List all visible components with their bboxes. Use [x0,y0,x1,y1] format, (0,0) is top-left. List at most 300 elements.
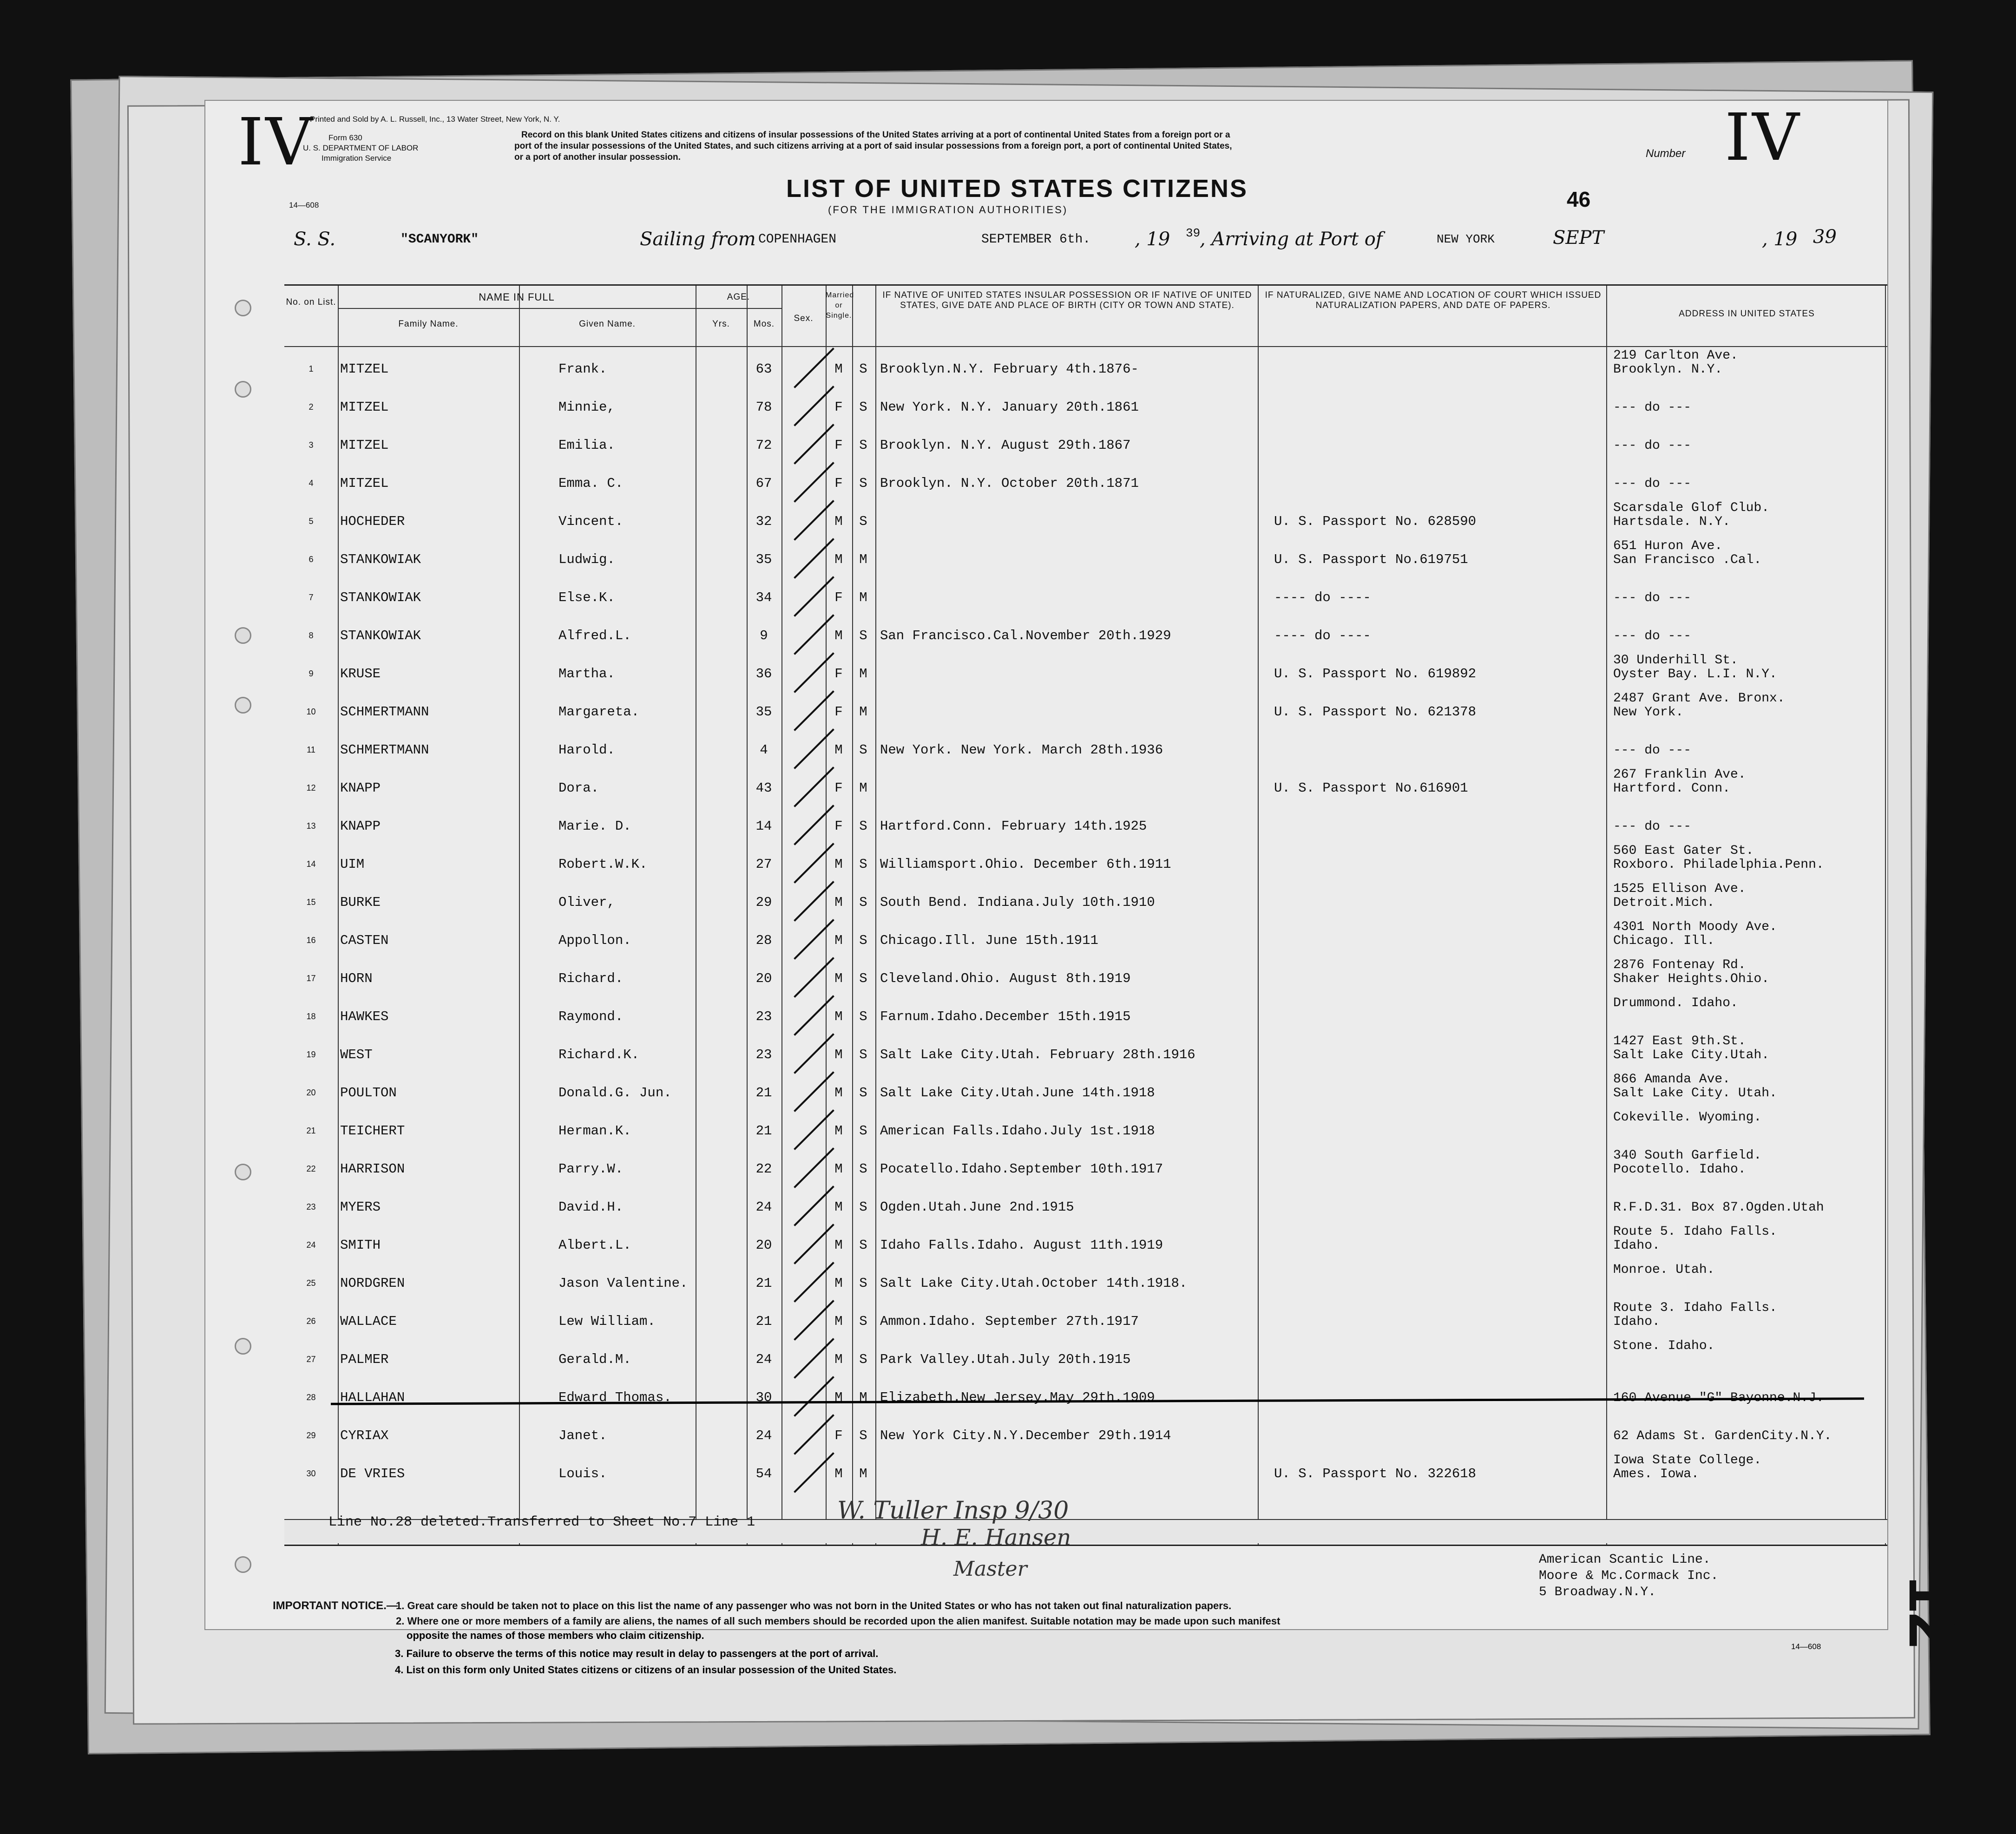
arrival-month: SEPT [1553,227,1604,249]
row-number: 9 [309,669,314,678]
age-years: 34 [755,590,772,605]
age-years: 20 [755,971,772,986]
table-row [284,1453,1887,1498]
master-label: Master [953,1557,1027,1581]
inspector-signature: W. Tuller Insp 9/30 [837,1497,1069,1525]
marital-status: M [859,1466,867,1481]
birth-place-date: Williamsport.Ohio. December 6th.1911 [880,857,1171,872]
age-years: 23 [755,1009,772,1024]
birth-place-date: New York City.N.Y.December 29th.1914 [880,1428,1171,1443]
marital-status: S [859,476,867,491]
family-name: HORN [340,971,373,986]
age-years: 21 [755,1085,772,1100]
family-name: WALLACE [340,1314,397,1329]
address-line-2: Shaker Heights.Ohio. [1613,972,1770,986]
sex: F [834,476,843,491]
birth-place-date: Farnum.Idaho.December 15th.1915 [880,1009,1131,1024]
sex: M [834,361,843,377]
address-line-1: 651 Huron Ave. [1613,539,1723,553]
marital-status: S [859,1352,867,1367]
line-company: American Scantic Line. [1539,1552,1711,1567]
family-name: MITZEL [340,361,389,377]
address-line-2: Pocotello. Idaho. [1613,1162,1746,1177]
naturalization: U. S. Passport No.619751 [1274,552,1468,567]
sex: F [834,780,843,796]
sex: M [834,1047,843,1062]
marital-status: S [859,438,867,453]
age-years: 29 [755,895,772,910]
naturalization: U. S. Passport No. 628590 [1274,514,1477,529]
family-name: BURKE [340,895,381,910]
family-name: HARRISON [340,1161,405,1177]
row-number: 23 [306,1202,316,1212]
row-number: 29 [306,1431,316,1440]
table-row [284,434,1887,469]
marital-status: M [859,780,867,796]
table-row [284,767,1887,812]
table-row [284,539,1887,583]
given-name: Emma. C. [558,476,624,491]
birth-place-date: New York. N.Y. January 20th.1861 [880,400,1139,415]
given-name: Jason Valentine. [558,1276,688,1291]
family-name: CASTEN [340,933,389,948]
family-name: KNAPP [340,780,381,796]
address-line-2: --- do --- [1613,477,1692,491]
binder-hole [235,627,251,644]
department-label: U. S. DEPARTMENT OF LABOR [303,144,419,152]
given-name: David.H. [558,1199,624,1215]
notice-item-2b: opposite the names of those members who claim citizenship. [407,1630,704,1641]
address-line-2: --- do --- [1613,591,1692,605]
family-name: SMITH [340,1238,381,1253]
marital-status: S [859,1199,867,1215]
col-header-given: Given Name. [579,319,636,329]
birth-place-date: Salt Lake City.Utah. February 28th.1916 [880,1047,1195,1062]
address-line-2: New York. [1613,705,1684,720]
family-name: STANKOWIAK [340,590,421,605]
birth-place-date: Pocatello.Idaho.September 10th.1917 [880,1161,1163,1177]
row-number: 20 [306,1088,316,1097]
address-line-1: 340 South Garfield. [1613,1148,1762,1163]
form-code: 14—608 [289,201,319,210]
birth-place-date: American Falls.Idaho.July 1st.1918 [880,1123,1155,1139]
row-number: 18 [306,1012,316,1021]
passenger-table [284,284,1887,1546]
year-prefix-2: , 19 [1762,229,1798,250]
address-line-2: San Francisco .Cal. [1613,553,1762,567]
address-line-2: --- do --- [1613,439,1692,453]
manifest-sheet [204,100,1888,1630]
row-number: 22 [306,1164,316,1173]
birth-place-date: Cleveland.Ohio. August 8th.1919 [880,971,1131,986]
table-row [284,1386,1887,1421]
given-name: Edward Thomas. [558,1390,672,1405]
marital-status: S [859,1161,867,1177]
given-name: Emilia. [558,438,615,453]
sex: M [834,895,843,910]
age-years: 78 [755,400,772,415]
address-line-1: Scarsdale Glof Club. [1613,501,1770,515]
notice-item-4: 4. List on this form only United States citizens or citizens of an insular possession of the United States. [395,1664,897,1676]
birth-place-date: Salt Lake City.Utah.October 14th.1918. [880,1276,1188,1291]
age-years: 14 [755,819,772,834]
sex: M [834,514,843,529]
age-years: 24 [755,1199,772,1215]
row-number: 15 [306,897,316,907]
address-line-2: Idaho. [1613,1315,1660,1329]
age-years: 36 [755,666,772,681]
address-line-1: Route 5. Idaho Falls. [1613,1225,1777,1239]
given-name: Gerald.M. [558,1352,631,1367]
col-header-address: ADDRESS IN UNITED STATES [1679,309,1815,319]
sex: M [834,1199,843,1215]
age-years: 72 [755,438,772,453]
sex: F [834,666,843,681]
family-name: SCHMERTMANN [340,704,429,720]
family-name: DE VRIES [340,1466,405,1481]
address-line-2: Detroit.Mich. [1613,896,1715,910]
family-name: UIM [340,857,365,872]
number-value: IV [1725,100,1801,176]
given-name: Frank. [558,361,607,377]
given-name: Richard. [558,971,624,986]
age-years: 21 [755,1123,772,1139]
given-name: Minnie, [558,400,615,415]
port-to: NEW YORK [1437,232,1495,246]
row-number: 4 [309,478,314,488]
sex: M [834,971,843,986]
age-years: 27 [755,857,772,872]
record-notice-line-3: or a port of another insular possession. [514,152,681,162]
naturalization: U. S. Passport No.616901 [1274,780,1468,796]
birth-place-date: Hartford.Conn. February 14th.1925 [880,819,1147,834]
given-name: Else.K. [558,590,615,605]
sex: F [834,590,843,605]
address-line-1: Iowa State College. [1613,1453,1762,1467]
sex: F [834,400,843,415]
sail-year: 39 [1186,226,1201,240]
age-years: 35 [755,704,772,720]
marital-status: S [859,514,867,529]
row-number: 25 [306,1278,316,1288]
binder-hole [235,1164,251,1180]
col-header-birth: IF NATIVE OF UNITED STATES INSULAR POSSESSION OR IF NATIVE OF UNITED STATES, GIVE DATE AND PLACE OF BIRTH (CITY OR TOWN AND STATE). [882,290,1252,310]
naturalization: U. S. Passport No. 619892 [1274,666,1477,681]
marital-status: S [859,971,867,986]
sheet-number: 46 [1567,187,1591,211]
address-line-1: 267 Franklin Ave. [1613,767,1746,782]
age-years: 43 [755,780,772,796]
address-line-2: Roxboro. Philadelphia.Penn. [1613,858,1824,872]
roman-numeral-left: IV [238,105,315,180]
table-row [284,691,1887,736]
row-number: 1 [309,364,314,373]
row-number: 11 [307,745,315,754]
row-number: 10 [306,707,316,716]
family-name: STANKOWIAK [340,552,421,567]
marital-status: M [859,704,867,720]
marital-status: S [859,1085,867,1100]
sex: M [834,552,843,567]
age-years: 32 [755,514,772,529]
sex: F [834,704,843,720]
sex: M [834,628,843,643]
table-row [284,586,1887,622]
given-name: Margareta. [558,704,640,720]
printer-line: Printed and Sold by A. L. Russell, Inc., 13 Water Street, New York, N. Y. [310,115,560,124]
row-number: 6 [309,555,314,564]
birth-place-date: Elizabeth.New Jersey.May 29th.1909 [880,1390,1155,1405]
sex: M [834,1238,843,1253]
age-years: 30 [755,1390,772,1405]
age-years: 24 [755,1352,772,1367]
sex: F [834,438,843,453]
col-header-age: AGE. [727,292,750,302]
sex: M [834,1161,843,1177]
family-name: KRUSE [340,666,381,681]
address-line-2: Salt Lake City.Utah. [1613,1048,1770,1062]
page-subtitle: (FOR THE IMMIGRATION AUTHORITIES) [828,204,1068,216]
age-years: 23 [755,1047,772,1062]
address-line-2: 62 Adams St. GardenCity.N.Y. [1613,1429,1832,1443]
address-line-1: 30 Underhill St. [1613,653,1738,668]
address-line-1: 2876 Fontenay Rd. [1613,958,1746,972]
sail-date: SEPTEMBER 6th. [981,232,1091,247]
given-name: Martha. [558,666,615,681]
birth-place-date: Park Valley.Utah.July 20th.1915 [880,1352,1131,1367]
form-number: Form 630 [328,133,362,142]
naturalization: ---- do ---- [1274,590,1371,605]
marital-status: S [859,628,867,643]
row-number: 13 [306,821,316,831]
row-number: 30 [306,1469,316,1478]
number-label: Number [1646,147,1686,160]
birth-place-date: New York. New York. March 28th.1936 [880,742,1163,758]
naturalization: U. S. Passport No. 621378 [1274,704,1477,720]
col-header-married: Married or Single. [826,291,854,320]
col-header-no: No. on List. [286,297,336,307]
sex: M [834,1466,843,1481]
service-label: Immigration Service [322,154,392,163]
birth-place-date: Brooklyn.N.Y. February 4th.1876- [880,361,1139,377]
family-name: CYRIAX [340,1428,389,1443]
binder-hole [235,300,251,316]
given-name: Richard.K. [558,1047,640,1062]
marital-status: S [859,819,867,834]
given-name: Appollon. [558,933,631,948]
address-line-1: 1525 Ellison Ave. [1613,882,1746,896]
col-header-naturalized: IF NATURALIZED, GIVE NAME AND LOCATION OF COURT WHICH ISSUED NATURALIZATION PAPERS, AND DATE OF PAPERS. [1265,290,1602,310]
birth-place-date: South Bend. Indiana.July 10th.1910 [880,895,1155,910]
family-name: STANKOWIAK [340,628,421,643]
given-name: Lew William. [558,1314,656,1329]
address-line-2: Salt Lake City. Utah. [1613,1086,1777,1100]
birth-place-date: Idaho Falls.Idaho. August 11th.1919 [880,1238,1163,1253]
family-name: HAWKES [340,1009,389,1024]
address-line-1: 4301 North Moody Ave. [1613,920,1777,934]
address-line-2: --- do --- [1613,743,1692,758]
marital-status: S [859,1276,867,1291]
given-name: Dora. [558,780,599,796]
naturalization: U. S. Passport No. 322618 [1274,1466,1477,1481]
given-name: Robert.W.K. [558,857,648,872]
marital-status: S [859,1009,867,1024]
address-line-2: Idaho. [1613,1238,1660,1253]
row-number: 12 [306,783,316,793]
address-line-2: Ames. Iowa. [1613,1467,1699,1481]
deleted-line-note: Line No.28 deleted.Transferred to Sheet No.7 Line 1 [328,1514,755,1530]
row-number: 26 [306,1317,316,1326]
row-number: 28 [306,1393,316,1402]
ship-name: "SCANYORK" [401,232,479,247]
page-title: LIST OF UNITED STATES CITIZENS [786,175,1248,203]
marital-status: S [859,933,867,948]
notice-title: IMPORTANT NOTICE.— [273,1599,398,1612]
record-notice-line-2: port of the insular possessions of the United States, and such citizens arriving at a port of said insular possessions from a foreign port, a port of continental United States, [514,141,1232,151]
given-name: Oliver, [558,895,615,910]
address-line-2: R.F.D.31. Box 87.Ogden.Utah [1613,1200,1824,1215]
birth-place-date: Ammon.Idaho. September 27th.1917 [880,1314,1139,1329]
age-years: 24 [755,1428,772,1443]
table-row [284,396,1887,431]
address-line-2: Hartford. Conn. [1613,781,1731,796]
marital-status: S [859,361,867,377]
given-name: Janet. [558,1428,607,1443]
age-years: 4 [760,742,768,758]
age-years: 63 [755,361,772,377]
marital-status: M [859,590,867,605]
year-prefix-1: , 19 [1135,229,1170,250]
sex: F [834,819,843,834]
address-line-1: Cokeville. Wyoming. [1613,1110,1762,1125]
age-years: 67 [755,476,772,491]
binder-hole [235,381,251,398]
age-years: 21 [755,1276,772,1291]
row-number: 19 [306,1050,316,1059]
row-number: 3 [309,440,314,450]
row-number: 8 [309,631,314,640]
given-name: Ludwig. [558,552,615,567]
marital-status: S [859,857,867,872]
sex: M [834,1009,843,1024]
address-line-2: 160 Avenue "G" Bayonne.N.J. [1613,1391,1824,1405]
sex: M [834,1085,843,1100]
address-line-2: Oyster Bay. L.I. N.Y. [1613,667,1777,681]
age-years: 21 [755,1314,772,1329]
marital-status: M [859,1390,867,1405]
given-name: Vincent. [558,514,624,529]
sex: M [834,1352,843,1367]
record-notice-line-1: Record on this blank United States citizens and citizens of insular possessions of the United States arriving at a port of continental United States from a foreign port or a [521,130,1230,140]
given-name: Marie. D. [558,819,631,834]
family-name: HALLAHAN [340,1390,405,1405]
address-line-1: Drummond. Idaho. [1613,996,1738,1010]
form-code-bottom: 14—608 [1791,1642,1821,1651]
address-line-2: Chicago. Ill. [1613,934,1715,948]
given-name: Harold. [558,742,615,758]
family-name: MYERS [340,1199,381,1215]
binder-hole [235,1556,251,1573]
sailing-from-label: Sailing from [640,229,756,250]
birth-place-date: Brooklyn. N.Y. October 20th.1871 [880,476,1139,491]
table-row [284,1148,1887,1193]
notice-item-2a: 2. Where one or more members of a family are aliens, the names of all such members should be recorded upon the alien manifest. Suitable notation may be made upon such manifest [396,1615,1281,1627]
family-name: NORDGREN [340,1276,405,1291]
col-header-yrs: Yrs. [712,319,730,329]
table-row [284,348,1887,393]
company-name: Moore & Mc.Cormack Inc. [1539,1569,1719,1583]
family-name: TEICHERT [340,1123,405,1139]
address-line-2: --- do --- [1613,400,1692,415]
address-line-1: 560 East Gater St. [1613,844,1754,858]
sex: M [834,1390,843,1405]
marital-status: S [859,895,867,910]
ss-label: S. S. [294,229,336,250]
age-years: 54 [755,1466,772,1481]
row-number: 21 [306,1126,316,1135]
address-line-1: Stone. Idaho. [1613,1339,1715,1353]
family-name: KNAPP [340,819,381,834]
marital-status: M [859,666,867,681]
given-name: Donald.G. Jun. [558,1085,672,1100]
age-years: 35 [755,552,772,567]
birth-place-date: Ogden.Utah.June 2nd.1915 [880,1199,1074,1215]
sex: M [834,1276,843,1291]
notice-item-1: 1. Great care should be taken not to place on this list the name of any passenger who was not born in the United States or who has not taken out final naturalization papers. [396,1600,1232,1611]
row-number: 17 [306,974,316,983]
given-name: Louis. [558,1466,607,1481]
family-name: SCHMERTMANN [340,742,429,758]
sex: M [834,742,843,758]
row-number: 7 [309,593,314,602]
given-name: Albert.L. [558,1238,631,1253]
address-line-1: 2487 Grant Ave. Bronx. [1613,691,1785,706]
family-name: WEST [340,1047,373,1062]
row-number: 5 [309,517,314,526]
address-line-2: --- do --- [1613,819,1692,834]
master-signature: H. E. Hansen [921,1525,1071,1551]
marital-status: S [859,1428,867,1443]
col-header-sex: Sex. [794,314,814,323]
age-years: 20 [755,1238,772,1253]
address-line-2: --- do --- [1613,629,1692,643]
sex: M [834,1314,843,1329]
marital-status: S [859,742,867,758]
address-line-1: 1427 East 9th.St. [1613,1034,1746,1048]
sex: M [834,933,843,948]
marital-status: S [859,400,867,415]
birth-place-date: Salt Lake City.Utah.June 14th.1918 [880,1085,1155,1100]
binder-hole [235,1338,251,1355]
port-from: COPENHAGEN [758,232,837,247]
arriving-label: , Arriving at Port of [1200,229,1383,250]
given-name: Raymond. [558,1009,624,1024]
marital-status: M [859,552,867,567]
age-years: 28 [755,933,772,948]
address-line-1: Route 3. Idaho Falls. [1613,1301,1777,1315]
company-address: 5 Broadway.N.Y. [1539,1585,1656,1599]
age-years: 22 [755,1161,772,1177]
notice-item-3: 3. Failure to observe the terms of this notice may result in delay to passengers at the port of arrival. [395,1648,879,1659]
address-line-1: 219 Carlton Ave. [1613,348,1738,363]
binder-hole [235,697,251,714]
birth-place-date: San Francisco.Cal.November 20th.1929 [880,628,1171,643]
family-name: HOCHEDER [340,514,405,529]
family-name: MITZEL [340,476,389,491]
birth-place-date: Brooklyn. N.Y. August 29th.1867 [880,438,1131,453]
table-row [284,1339,1887,1383]
marital-status: S [859,1047,867,1062]
